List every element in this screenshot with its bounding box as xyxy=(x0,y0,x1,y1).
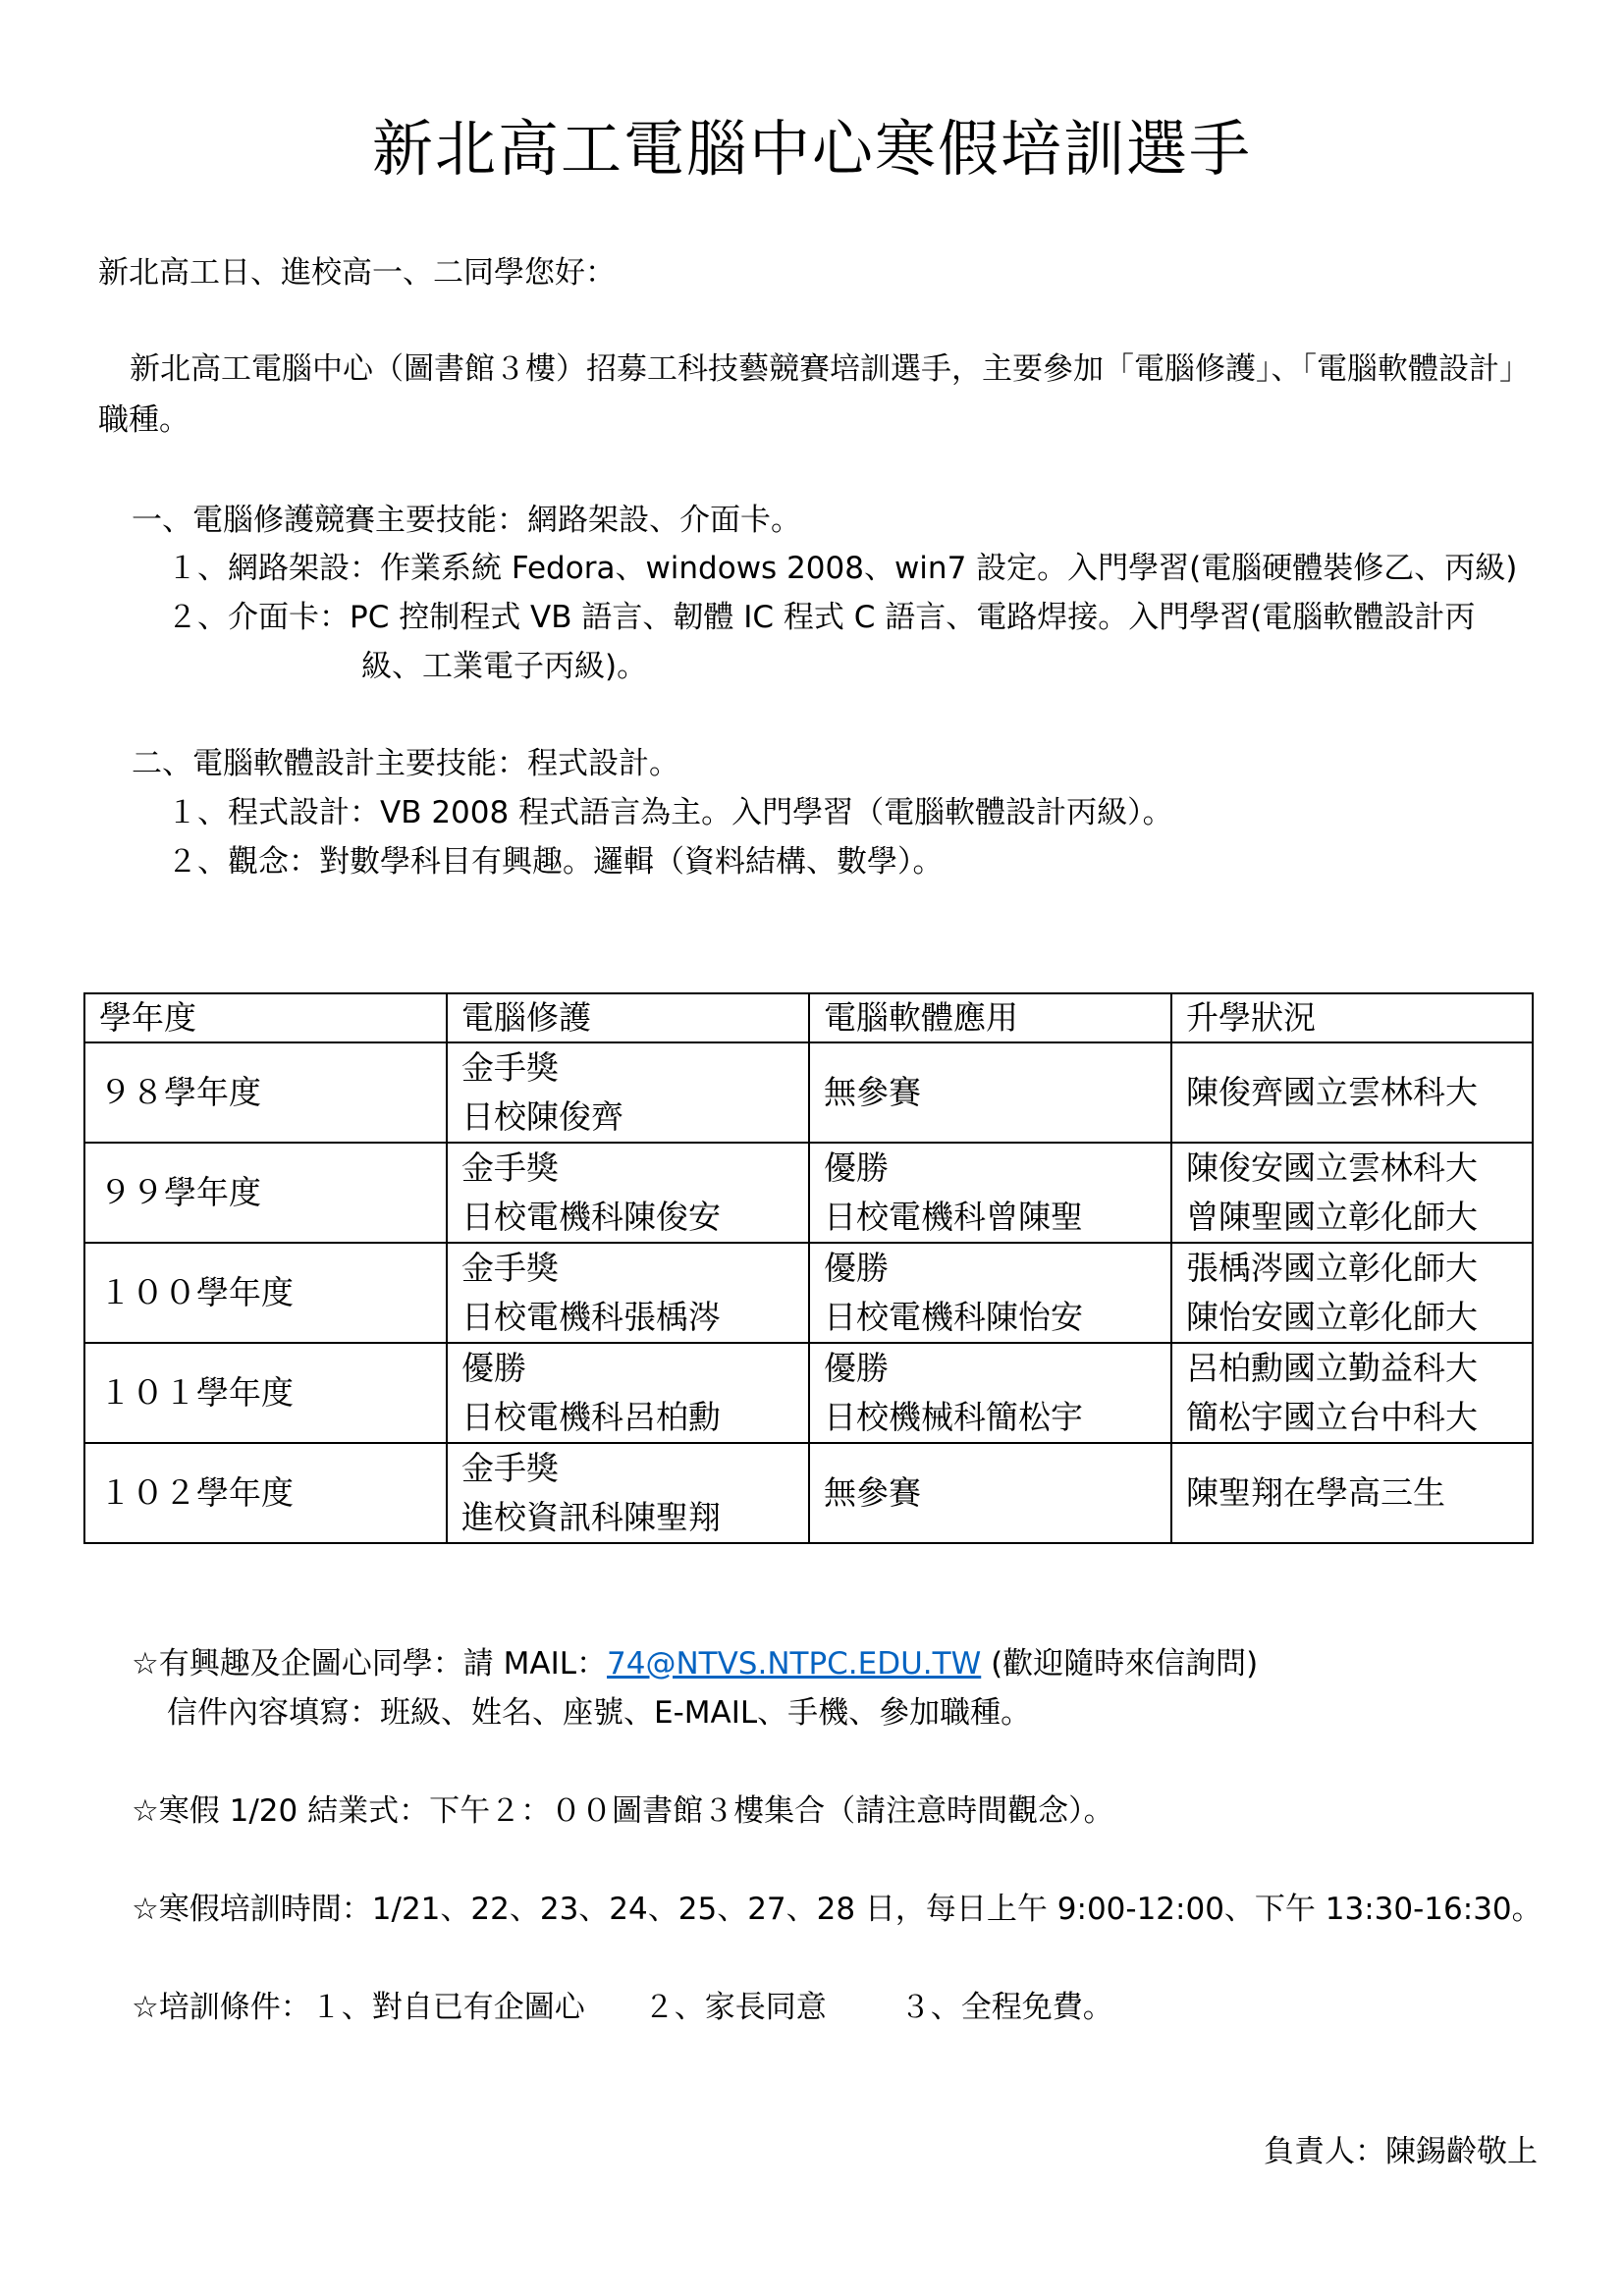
section2-item-1: １、程式設計：VB 2008 程式語言為主。入門學習（電腦軟體設計丙級）。 xyxy=(167,795,1173,830)
cell-repair xyxy=(447,1243,809,1343)
mail-content-line: 信件內容填寫：班級、姓名、座號、E-MAIL、手機、參加職種。 xyxy=(167,1695,1032,1731)
cell-line: 無參賽 xyxy=(824,1473,921,1512)
cell-line: 陳俊齊國立雲林科大 xyxy=(1186,1073,1478,1111)
table-row xyxy=(84,1042,1533,1143)
conditions-line xyxy=(132,1988,1113,2027)
cell-line: 金手獎 xyxy=(461,1048,559,1087)
cell-year: １０２學年度 xyxy=(84,1443,447,1543)
cell-line: 日校電機科陳怡安 xyxy=(824,1298,1083,1336)
table-row xyxy=(84,1443,1533,1543)
condition-3: ３、全程免費。 xyxy=(899,1990,1113,2025)
cell-year: １００學年度 xyxy=(84,1243,447,1343)
cell-line: 日校陳俊齊 xyxy=(461,1097,623,1136)
cell-year: ９９學年度 xyxy=(84,1143,447,1243)
cell-year: １０１學年度 xyxy=(84,1343,447,1443)
greeting: 新北高工日、進校高一、二同學您好： xyxy=(98,255,616,291)
mail-line xyxy=(132,1644,1258,1683)
section1-item-2-continued: 級、工業電子丙級)。 xyxy=(361,649,648,684)
cell-repair xyxy=(447,1443,809,1543)
cell-further-study xyxy=(1171,1143,1533,1243)
cell-line: 金手獎 xyxy=(461,1249,559,1287)
header-year: 學年度 xyxy=(84,993,447,1042)
section1-item-1: １、網路架設：作業系統 Fedora、windows 2008、win7 設定。入門學習(電腦硬體裝修乙、丙級) xyxy=(167,551,1518,586)
mail-prefix: ☆有興趣及企圖心同學：請 MAIL： xyxy=(132,1646,608,1682)
cell-line: 優勝 xyxy=(824,1148,889,1187)
section2-heading: 二、電腦軟體設計主要技能：程式設計。 xyxy=(132,746,679,781)
cell-line: 優勝 xyxy=(461,1349,526,1387)
training-time-line: ☆寒假培訓時間：1/21、22、23、24、25、27、28 日，每日上午 9:00-12:00、下午 13:30-16:30。 xyxy=(132,1892,1543,1927)
cell-line: 日校電機科呂柏勳 xyxy=(461,1398,721,1436)
table-row xyxy=(84,1143,1533,1243)
cell-software xyxy=(809,1143,1171,1243)
awards-table xyxy=(83,992,1534,1544)
section2-item-2: ２、觀念：對數學科目有興趣。邏輯（資料結構、數學）。 xyxy=(167,844,944,880)
cell-further-study xyxy=(1171,1343,1533,1443)
cell-further-study xyxy=(1171,1042,1533,1143)
cell-year: ９８學年度 xyxy=(84,1042,447,1143)
cell-line: 無參賽 xyxy=(824,1073,921,1111)
cell-repair xyxy=(447,1343,809,1443)
mail-suffix: (歡迎隨時來信詢問) xyxy=(981,1646,1259,1682)
cell-line: 簡松宇國立台中科大 xyxy=(1186,1398,1478,1436)
cell-software xyxy=(809,1443,1171,1543)
intro-paragraph: 新北高工電腦中心（圖書館３樓）招募工科技藝競賽培訓選手，主要參加「電腦修護」、「電腦軟體設計」職種。 xyxy=(98,351,1530,438)
ceremony-line: ☆寒假 1/20 結業式：下午２：００圖書館３樓集合（請注意時間觀念）。 xyxy=(132,1793,1114,1829)
section1-heading: 一、電腦修護競賽主要技能：網路架設、介面卡。 xyxy=(132,503,801,538)
cell-software xyxy=(809,1042,1171,1143)
table-header-row xyxy=(84,993,1533,1042)
header-repair: 電腦修護 xyxy=(447,993,809,1042)
page-title: 新北高工電腦中心寒假培訓選手 xyxy=(371,113,1252,185)
cell-line: 日校機械科簡松宇 xyxy=(824,1398,1083,1436)
cell-line: 金手獎 xyxy=(461,1148,559,1187)
conditions-label: ☆培訓條件： xyxy=(132,1990,311,2025)
cell-line: 日校電機科曾陳聖 xyxy=(824,1198,1083,1236)
header-software: 電腦軟體應用 xyxy=(809,993,1171,1042)
cell-repair xyxy=(447,1042,809,1143)
signature: 負責人：陳錫齡敬上 xyxy=(1264,2134,1538,2169)
cell-line: 曾陳聖國立彰化師大 xyxy=(1186,1198,1478,1236)
cell-software xyxy=(809,1243,1171,1343)
condition-2: ２、家長同意 xyxy=(643,1990,827,2025)
cell-line: 進校資訊科陳聖翔 xyxy=(461,1498,721,1536)
cell-line: 陳怡安國立彰化師大 xyxy=(1186,1298,1478,1336)
condition-1: １、對自已有企圖心 xyxy=(310,1990,585,2025)
header-further-study: 升學狀況 xyxy=(1171,993,1533,1042)
cell-line: 陳俊安國立雲林科大 xyxy=(1186,1148,1478,1187)
cell-further-study xyxy=(1171,1443,1533,1543)
cell-repair xyxy=(447,1143,809,1243)
table-row xyxy=(84,1343,1533,1443)
cell-line: 金手獎 xyxy=(461,1449,559,1487)
cell-line: 優勝 xyxy=(824,1349,889,1387)
cell-line: 張楀涔國立彰化師大 xyxy=(1186,1249,1478,1287)
cell-line: 日校電機科陳俊安 xyxy=(461,1198,721,1236)
section1-item-2: ２、介面卡：PC 控制程式 VB 語言、韌體 IC 程式 C 語言、電路焊接。入門學習(電腦軟體設計丙 xyxy=(167,600,1476,635)
cell-software xyxy=(809,1343,1171,1443)
cell-line: 陳聖翔在學高三生 xyxy=(1186,1473,1445,1512)
cell-line: 呂柏勳國立勤益科大 xyxy=(1186,1349,1478,1387)
cell-further-study xyxy=(1171,1243,1533,1343)
table-row xyxy=(84,1243,1533,1343)
cell-line: 日校電機科張楀涔 xyxy=(461,1298,721,1336)
cell-line: 優勝 xyxy=(824,1249,889,1287)
email-link[interactable]: 74@NTVS.NTPC.EDU.TW xyxy=(607,1646,982,1682)
